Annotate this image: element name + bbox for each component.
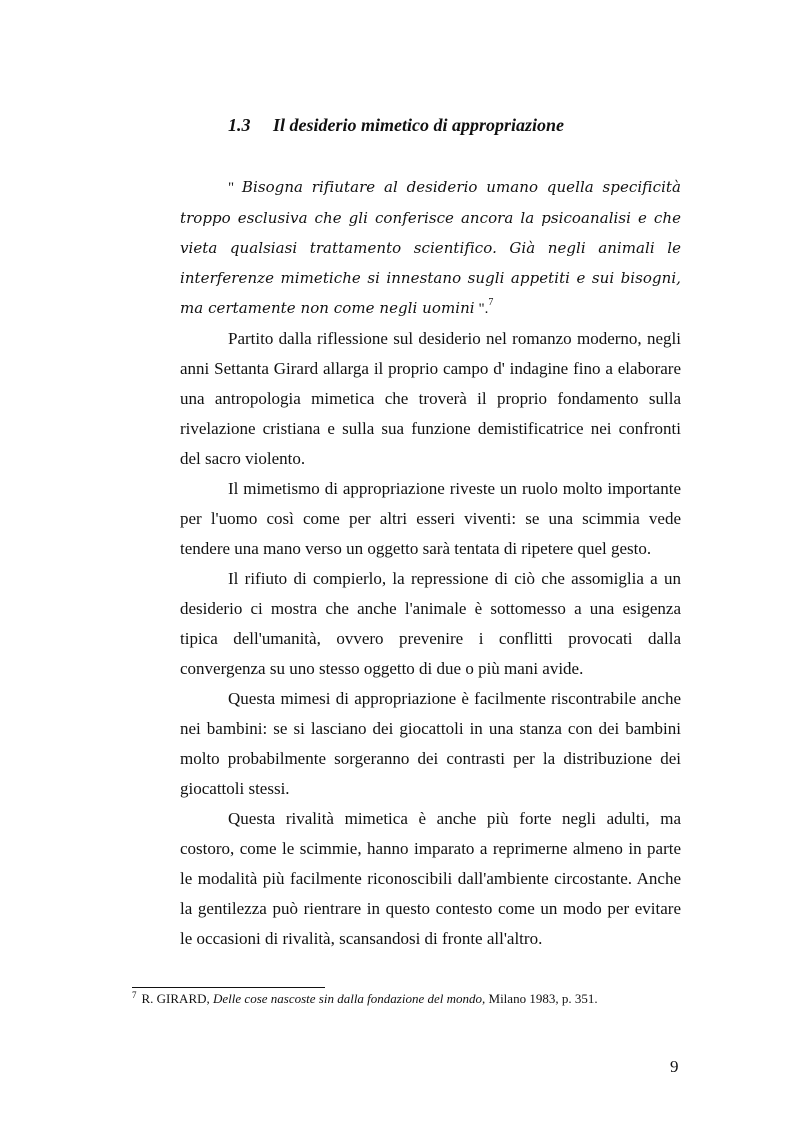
block-quote: [180, 172, 681, 324]
paragraph: Partito dalla riflessione sul desiderio nel romanzo moderno, negli anni Settanta Girard allarga il proprio campo d' indagine fino a elaborare una antropologia mimetica che troverà il proprio fondamento sulla rivelazione cristiana e sulla sua funzione demistificatrice nei confronti del sacro violento.: [180, 329, 681, 468]
footnote-mark: 7: [132, 990, 137, 1000]
quote-close-mark: ".: [474, 301, 489, 317]
section-title: Il desiderio mimetico di appropriazione: [273, 115, 564, 135]
footnote-details: Milano 1983, p. 351.: [485, 991, 598, 1006]
footnote-title: Delle cose nascoste sin dalla fondazione del mondo,: [213, 991, 486, 1006]
page-number: 9: [670, 1057, 679, 1076]
quote-text: Bisogna rifiutare al desiderio umano quella specificità troppo esclusiva che gli conferisce ancora la psicoanalisi e che vieta qualsiasi trattamento scientifico. Già negli animali le interferenze mimetiche si innestano sugli appetiti e sui bisogni, ma certamente non come negli uomini: [180, 178, 681, 317]
body-text: [180, 172, 681, 954]
paragraph: Il mimetismo di appropriazione riveste un ruolo molto importante per l'uomo così come per altri esseri viventi: se una scimmia vede tendere una mano verso un oggetto sarà tentata di ripetere quel gesto.: [180, 479, 681, 558]
paragraph: Il rifiuto di compierlo, la repressione di ciò che assomiglia a un desiderio ci mostra che anche l'animale è sottomesso a una esigenza tipica dell'umanità, ovvero prevenire i conflitti provocati dalla convergenza su uno stesso oggetto di due o più mani avide.: [180, 569, 681, 678]
section-number: 1.3: [228, 115, 251, 135]
footnote-separator: [132, 987, 325, 988]
paragraph: Questa mimesi di appropriazione è facilmente riscontrabile anche nei bambini: se si lasciano dei giocattoli in una stanza con dei bambini molto probabilmente sorgeranno dei contrasti per la distribuzione dei giocattoli stessi.: [180, 689, 681, 798]
section-heading: [228, 115, 564, 136]
quote-open-mark: ": [228, 180, 242, 196]
footnote-author: R. GIRARD,: [141, 991, 214, 1006]
footnote-reference: 7: [488, 297, 494, 308]
paragraph: Questa rivalità mimetica è anche più forte negli adulti, ma costoro, come le scimmie, hanno imparato a reprimerne almeno in parte le modalità più facilmente riconoscibili dall'ambiente circostante. Anche la gentilezza può rientrare in questo contesto come un modo per evitare le occasioni di rivalità, scansandosi di fronte all'altro.: [180, 809, 681, 948]
footnote: [132, 991, 598, 1007]
